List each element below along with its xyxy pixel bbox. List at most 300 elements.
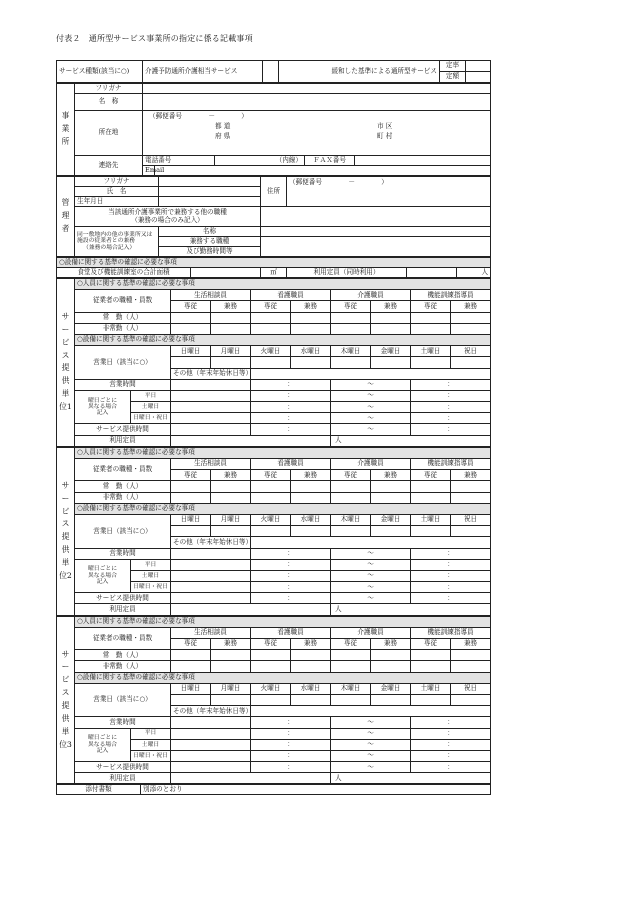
staff-count-input[interactable]: [251, 481, 291, 492]
manager-furigana-input[interactable]: [159, 177, 261, 187]
staff-count-input[interactable]: [411, 312, 451, 323]
unit-facility-header: ○設備に関する基準の確認に必要な事項: [75, 334, 491, 345]
sentei-header: 専従: [251, 470, 291, 481]
staff-count-input[interactable]: [291, 323, 331, 334]
day-header: 祝日: [451, 514, 491, 525]
staff-section-header: ○人員に関する基準の確認に必要な事項: [75, 279, 491, 290]
time-start-minute[interactable]: [251, 413, 331, 424]
role-header: 機能訓練指導員: [411, 459, 491, 470]
kenmu-header: 兼務: [451, 639, 491, 650]
time-start-hour[interactable]: [171, 762, 251, 773]
colon: ：: [447, 380, 454, 389]
day-check[interactable]: [171, 694, 211, 705]
staff-count-input[interactable]: [331, 650, 371, 661]
time-end[interactable]: [411, 379, 491, 390]
by-day-label: [75, 559, 131, 593]
time-start-minute[interactable]: [251, 424, 331, 435]
unit-capacity-label: 利用定員: [75, 604, 171, 615]
tilde: ～: [367, 380, 374, 389]
saturday-label: 土曜日: [131, 402, 171, 413]
day-header: 月曜日: [211, 683, 251, 694]
joukin-label: 常 勤（人）: [75, 481, 171, 492]
kenmu-header: 兼務: [371, 639, 411, 650]
sentei-header: 専従: [171, 301, 211, 312]
time-start-hour[interactable]: [171, 717, 251, 728]
sentei-header: 専従: [411, 301, 451, 312]
colon: ：: [287, 402, 294, 411]
staff-label: 従業者の職種・員数: [75, 290, 171, 312]
unit-capacity-label: 利用定員: [75, 435, 171, 446]
teigaku-check[interactable]: [466, 72, 491, 83]
staff-count-input[interactable]: [211, 323, 251, 334]
attachments-value: 別添のとおり: [141, 785, 491, 795]
staff-count-input[interactable]: [331, 323, 371, 334]
day-header: 月曜日: [211, 346, 251, 357]
day-check[interactable]: [171, 357, 211, 368]
staff-count-input[interactable]: [211, 650, 251, 661]
staff-count-input[interactable]: [171, 650, 211, 661]
manager-postal: （郵便番号 － ）: [289, 178, 388, 186]
dining-area-label: 食堂及び機能訓練室の合計面積: [57, 268, 191, 278]
other-days-input[interactable]: [251, 537, 491, 548]
time-end[interactable]: [411, 548, 491, 559]
other-job-line-1: 当該通所介護事業所で兼務する他の職種: [108, 208, 227, 217]
by-day-line-3: 記入: [96, 579, 109, 586]
saturday-label: 土曜日: [131, 739, 171, 750]
day-check[interactable]: [411, 526, 451, 537]
by-day-label: [75, 728, 131, 762]
staff-count-input[interactable]: [451, 650, 491, 661]
colon: ：: [447, 560, 454, 569]
staff-count-input[interactable]: [171, 323, 211, 334]
day-check[interactable]: [371, 526, 411, 537]
staff-count-input[interactable]: [171, 492, 211, 503]
day-check[interactable]: [251, 694, 291, 705]
role-header: 看護職員: [251, 627, 331, 638]
staff-count-input[interactable]: [211, 492, 251, 503]
office-furigana-label: フリガナ: [75, 84, 143, 94]
colon: ：: [287, 413, 294, 422]
time-start-minute[interactable]: [251, 762, 331, 773]
manager-name-input[interactable]: [159, 187, 261, 197]
role-header: 生活相談員: [171, 627, 251, 638]
office-name-label: 名 称: [75, 94, 143, 111]
colon: ：: [447, 413, 454, 422]
staff-count-input[interactable]: [331, 481, 371, 492]
registration-form: [56, 60, 490, 795]
same-site-name-input[interactable]: [261, 227, 491, 237]
facility-section-header: ○設備に関する基準の確認に必要な事項: [57, 258, 491, 268]
service-unit-label: サービス提供単位1: [57, 279, 75, 447]
colon: ：: [287, 593, 294, 602]
service-units: [56, 278, 490, 784]
colon: ：: [287, 560, 294, 569]
sentei-header: 専従: [171, 639, 211, 650]
service-type-label: サービス種類(該当に○): [57, 61, 143, 83]
staff-count-input[interactable]: [171, 661, 211, 672]
role-header: 機能訓練指導員: [411, 290, 491, 301]
colon: ：: [447, 751, 454, 760]
weekday-label: 平日: [131, 559, 171, 570]
time-end[interactable]: [411, 570, 491, 581]
day-check[interactable]: [331, 357, 371, 368]
staff-count-input[interactable]: [331, 661, 371, 672]
time-start-hour[interactable]: [171, 739, 251, 750]
sentei-header: 専従: [251, 301, 291, 312]
unit-facility-header: ○設備に関する基準の確認に必要な事項: [75, 672, 491, 683]
colon: ：: [287, 571, 294, 580]
staff-count-input[interactable]: [251, 323, 291, 334]
unit-capacity-input[interactable]: [171, 435, 331, 446]
time-end[interactable]: [411, 424, 491, 435]
time-end[interactable]: [411, 390, 491, 401]
time-start-hour[interactable]: [171, 402, 251, 413]
day-header: 祝日: [451, 683, 491, 694]
facility-table: [56, 257, 491, 278]
day-header: 金曜日: [371, 346, 411, 357]
same-site-job-input[interactable]: [261, 237, 491, 257]
time-separator: [331, 402, 411, 413]
hijoukin-label: 非常勤（人）: [75, 492, 171, 503]
office-contact-label: 連絡先: [75, 156, 143, 176]
time-start-hour[interactable]: [171, 593, 251, 604]
day-header: 祝日: [451, 346, 491, 357]
service-unit-label: サービス提供単位2: [57, 447, 75, 615]
day-check[interactable]: [371, 694, 411, 705]
time-separator: [331, 424, 411, 435]
staff-count-input[interactable]: [291, 492, 331, 503]
day-header: 水曜日: [291, 514, 331, 525]
day-check[interactable]: [451, 357, 491, 368]
by-day-line-2: 異なる場合: [88, 403, 117, 410]
staff-count-input[interactable]: [251, 661, 291, 672]
service-time-label: サービス提供時間: [75, 424, 171, 435]
other-days-input[interactable]: [251, 368, 491, 379]
office-fax-label: ＦＡＸ番号: [305, 156, 355, 166]
time-separator: [331, 717, 411, 728]
staff-count-input[interactable]: [251, 312, 291, 323]
day-header: 月曜日: [211, 514, 251, 525]
time-separator: [331, 379, 411, 390]
service-unit-table: [56, 616, 491, 785]
time-start-minute[interactable]: [251, 379, 331, 390]
people-unit: 人: [335, 604, 342, 613]
time-start-minute[interactable]: [251, 717, 331, 728]
staff-count-input[interactable]: [371, 312, 411, 323]
time-start-minute[interactable]: [251, 739, 331, 750]
staff-count-input[interactable]: [331, 492, 371, 503]
time-start-hour[interactable]: [171, 413, 251, 424]
time-end[interactable]: [411, 728, 491, 739]
day-check[interactable]: [331, 694, 371, 705]
day-check[interactable]: [291, 526, 331, 537]
staff-count-input[interactable]: [411, 323, 451, 334]
business-days-label: 営業日（該当に○）: [75, 346, 171, 380]
weekday-label: 平日: [131, 728, 171, 739]
day-check[interactable]: [291, 694, 331, 705]
service-option-1[interactable]: 介護予防通所介護相当サービス: [143, 61, 263, 83]
office-furigana-input[interactable]: [143, 84, 491, 94]
sentei-header: 専従: [331, 470, 371, 481]
time-start-minute[interactable]: [251, 593, 331, 604]
area-unit: ㎡: [261, 268, 287, 278]
manager-address-input[interactable]: [287, 177, 491, 207]
staff-count-input[interactable]: [451, 323, 491, 334]
day-check[interactable]: [451, 694, 491, 705]
day-check[interactable]: [411, 357, 451, 368]
colon: ：: [287, 728, 294, 737]
colon: ：: [447, 571, 454, 580]
time-start-minute[interactable]: [251, 570, 331, 581]
day-header: 火曜日: [251, 683, 291, 694]
staff-section-header: ○人員に関する基準の確認に必要な事項: [75, 616, 491, 627]
colon: ：: [287, 548, 294, 557]
kenmu-header: 兼務: [291, 301, 331, 312]
staff-count-input[interactable]: [411, 650, 451, 661]
staff-count-input[interactable]: [411, 492, 451, 503]
time-start-hour[interactable]: [171, 582, 251, 593]
time-separator: [331, 413, 411, 424]
staff-count-input[interactable]: [171, 312, 211, 323]
staff-count-input[interactable]: [451, 492, 491, 503]
time-start-hour[interactable]: [171, 390, 251, 401]
service-option-2[interactable]: 緩和した基準による通所型サービス: [279, 61, 440, 83]
unit-facility-header: ○設備に関する基準の確認に必要な事項: [75, 503, 491, 514]
business-days-label: 営業日（該当に○）: [75, 514, 171, 548]
weekday-label: 平日: [131, 390, 171, 401]
manager-furigana-label: フリガナ: [75, 177, 159, 187]
time-start-minute[interactable]: [251, 402, 331, 413]
kenmu-header: 兼務: [451, 301, 491, 312]
day-header: 金曜日: [371, 514, 411, 525]
time-end[interactable]: [411, 593, 491, 604]
colon: ：: [287, 424, 294, 433]
by-day-line-3: 記入: [96, 747, 109, 754]
by-day-line-1: 曜日ごとに: [88, 735, 117, 742]
service-time-label: サービス提供時間: [75, 593, 171, 604]
service-unit-table: [56, 447, 491, 616]
sentei-header: 専従: [251, 639, 291, 650]
office-phone-label: 電話番号: [143, 156, 215, 166]
office-fax-input[interactable]: [355, 156, 491, 166]
time-start-minute[interactable]: [251, 582, 331, 593]
time-separator: [331, 750, 411, 761]
sunday-holiday-label: 日曜日・祝日: [131, 413, 171, 424]
by-day-line-2: 異なる場合: [88, 572, 117, 579]
day-check[interactable]: [371, 357, 411, 368]
time-start-minute[interactable]: [251, 548, 331, 559]
office-email-label: Email: [143, 166, 155, 176]
time-separator: [331, 762, 411, 773]
staff-count-input[interactable]: [331, 312, 371, 323]
time-end[interactable]: [411, 559, 491, 570]
time-end[interactable]: [411, 413, 491, 424]
day-header: 木曜日: [331, 346, 371, 357]
day-header: 日曜日: [171, 514, 211, 525]
manager-other-job-input[interactable]: [261, 207, 491, 227]
time-start-hour[interactable]: [171, 559, 251, 570]
role-header: 介護職員: [331, 459, 411, 470]
teiritsu-check[interactable]: [466, 61, 491, 72]
staff-label: 従業者の職種・員数: [75, 459, 171, 481]
office-chouson: 町 村: [377, 132, 393, 141]
unit-capacity-input[interactable]: [171, 773, 331, 784]
staff-section-header: ○人員に関する基準の確認に必要な事項: [75, 447, 491, 458]
time-start-hour[interactable]: [171, 424, 251, 435]
staff-count-input[interactable]: [451, 481, 491, 492]
by-day-line-3: 記入: [96, 410, 109, 417]
staff-count-input[interactable]: [371, 481, 411, 492]
service-unit-table: [56, 278, 491, 447]
staff-count-input[interactable]: [371, 492, 411, 503]
office-location-input[interactable]: [143, 111, 491, 156]
staff-count-input[interactable]: [451, 661, 491, 672]
office-name-input[interactable]: [143, 94, 491, 111]
kenmu-header: 兼務: [211, 639, 251, 650]
kenmu-header: 兼務: [291, 639, 331, 650]
day-check[interactable]: [251, 357, 291, 368]
staff-count-input[interactable]: [291, 661, 331, 672]
hours-label: 営業時間: [75, 548, 171, 559]
dining-area-input[interactable]: [191, 268, 261, 278]
day-header: 金曜日: [371, 683, 411, 694]
office-fuken: 府 県: [215, 132, 231, 141]
kenmu-header: 兼務: [451, 470, 491, 481]
sentei-header: 専従: [171, 470, 211, 481]
day-check[interactable]: [451, 526, 491, 537]
sentei-header: 専従: [411, 639, 451, 650]
day-check[interactable]: [211, 357, 251, 368]
colon: ：: [447, 582, 454, 591]
attachments-label: 添付書類: [57, 785, 141, 795]
manager-birthdate-input[interactable]: [159, 197, 261, 207]
other-days-label: その他（年末年始休日等）: [171, 537, 251, 548]
tilde: ～: [367, 740, 374, 749]
staff-label: 従業者の職種・員数: [75, 627, 171, 649]
business-days-label: 営業日（該当に○）: [75, 683, 171, 717]
office-section-label: 事業所: [57, 84, 75, 176]
unit-capacity-input[interactable]: [171, 604, 331, 615]
time-start-minute[interactable]: [251, 390, 331, 401]
kenmu-header: 兼務: [211, 301, 251, 312]
attachments-table: [56, 784, 491, 795]
day-check[interactable]: [171, 526, 211, 537]
service-time-label: サービス提供時間: [75, 762, 171, 773]
manager-name-label: 氏 名: [75, 187, 159, 197]
manager-other-job-label: [75, 207, 261, 227]
staff-count-input[interactable]: [291, 312, 331, 323]
staff-count-input[interactable]: [411, 481, 451, 492]
time-start-hour[interactable]: [171, 750, 251, 761]
manager-birthdate-label: 生年月日: [75, 197, 159, 207]
staff-count-input[interactable]: [291, 650, 331, 661]
office-location-label: 所在地: [75, 111, 143, 156]
time-separator: [331, 559, 411, 570]
staff-count-input[interactable]: [371, 323, 411, 334]
time-start-hour[interactable]: [171, 379, 251, 390]
staff-count-input[interactable]: [251, 650, 291, 661]
tilde: ～: [367, 582, 374, 591]
capacity-input[interactable]: [407, 268, 457, 278]
time-end[interactable]: [411, 762, 491, 773]
tilde: ～: [367, 424, 374, 433]
unit-capacity-label: 利用定員: [75, 773, 171, 784]
staff-count-input[interactable]: [211, 661, 251, 672]
staff-count-input[interactable]: [211, 312, 251, 323]
tilde: ～: [367, 391, 374, 400]
day-header: 土曜日: [411, 346, 451, 357]
kenmu-header: 兼務: [211, 470, 251, 481]
time-start-minute[interactable]: [251, 559, 331, 570]
day-check[interactable]: [411, 694, 451, 705]
tilde: ～: [367, 717, 374, 726]
colon: ：: [287, 740, 294, 749]
time-start-hour[interactable]: [171, 570, 251, 581]
other-job-line-2: （兼務の場合のみ記入）: [131, 215, 204, 224]
role-header: 機能訓練指導員: [411, 627, 491, 638]
staff-count-input[interactable]: [211, 481, 251, 492]
time-end[interactable]: [411, 582, 491, 593]
same-site-line-1: 同一敷地内の他の事業所又は: [77, 231, 153, 238]
staff-count-input[interactable]: [411, 661, 451, 672]
time-end[interactable]: [411, 402, 491, 413]
staff-count-input[interactable]: [371, 661, 411, 672]
time-start-minute[interactable]: [251, 728, 331, 739]
office-email-input[interactable]: [155, 166, 491, 176]
colon: ：: [287, 391, 294, 400]
same-site-line-2: 施設の従業者との兼務: [77, 238, 135, 245]
by-day-line-1: 曜日ごとに: [88, 397, 117, 404]
hijoukin-label: 非常勤（人）: [75, 323, 171, 334]
day-check[interactable]: [291, 357, 331, 368]
time-end[interactable]: [411, 717, 491, 728]
time-end[interactable]: [411, 750, 491, 761]
colon: ：: [287, 582, 294, 591]
colon: ：: [447, 391, 454, 400]
day-check[interactable]: [211, 526, 251, 537]
tilde: ～: [367, 751, 374, 760]
staff-count-input[interactable]: [451, 312, 491, 323]
colon: ：: [287, 762, 294, 771]
sunday-holiday-label: 日曜日・祝日: [131, 582, 171, 593]
time-start-hour[interactable]: [171, 548, 251, 559]
day-header: 水曜日: [291, 346, 331, 357]
service-option-blank[interactable]: [263, 61, 279, 83]
day-check[interactable]: [251, 526, 291, 537]
staff-count-input[interactable]: [291, 481, 331, 492]
staff-count-input[interactable]: [251, 492, 291, 503]
other-days-input[interactable]: [251, 706, 491, 717]
staff-count-input[interactable]: [371, 650, 411, 661]
staff-count-input[interactable]: [171, 481, 211, 492]
time-start-hour[interactable]: [171, 728, 251, 739]
kenmu-header: 兼務: [371, 470, 411, 481]
day-check[interactable]: [331, 526, 371, 537]
role-header: 介護職員: [331, 627, 411, 638]
sentei-header: 専従: [331, 301, 371, 312]
day-header: 土曜日: [411, 514, 451, 525]
day-header: 土曜日: [411, 683, 451, 694]
tilde: ～: [367, 593, 374, 602]
time-end[interactable]: [411, 739, 491, 750]
time-start-minute[interactable]: [251, 750, 331, 761]
day-check[interactable]: [211, 694, 251, 705]
colon: ：: [447, 762, 454, 771]
time-separator: [331, 390, 411, 401]
hours-label: 営業時間: [75, 379, 171, 390]
day-header: 木曜日: [331, 683, 371, 694]
joukin-label: 常 勤（人）: [75, 312, 171, 323]
